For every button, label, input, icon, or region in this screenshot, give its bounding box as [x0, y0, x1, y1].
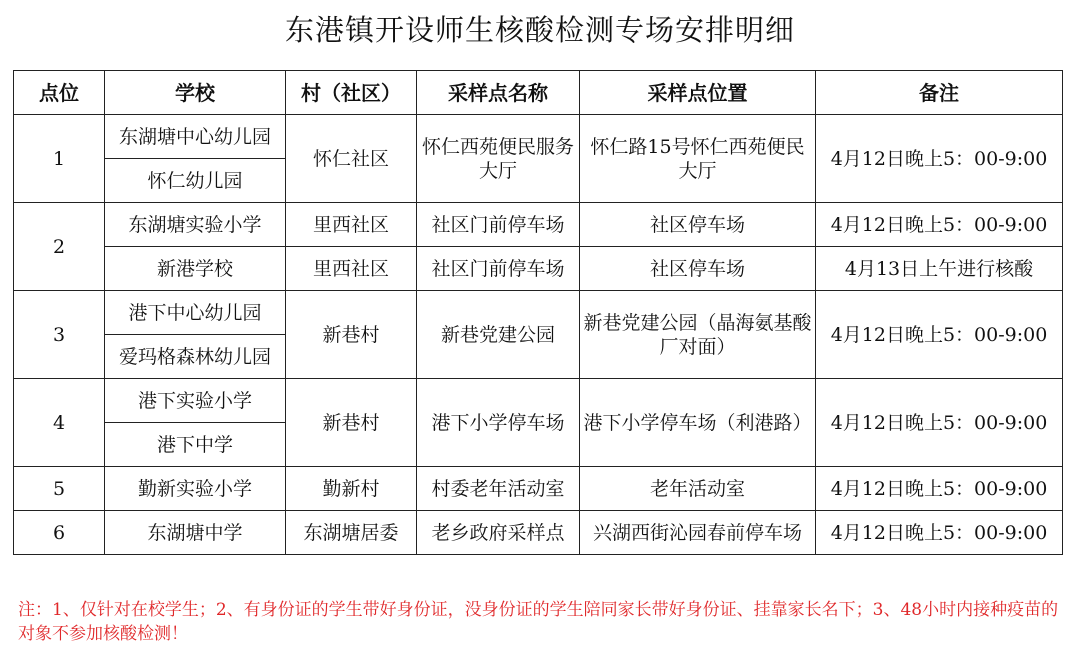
site-location-cell: 老年活动室: [580, 467, 816, 511]
point-cell: 1: [14, 115, 105, 203]
site-location-cell: 兴湖西街沁园春前停车场: [580, 511, 816, 555]
site-name-cell: 老乡政府采样点: [417, 511, 580, 555]
site-location-cell: 社区停车场: [580, 203, 816, 247]
site-location-cell: 怀仁路15号怀仁西苑便民大厅: [580, 115, 816, 203]
school-cell: 东湖塘中心幼儿园: [105, 115, 286, 159]
point-cell: 2: [14, 203, 105, 291]
school-cell: 港下中学: [105, 423, 286, 467]
remark-cell: 4月13日上午进行核酸: [816, 247, 1063, 291]
village-cell: 勤新村: [286, 467, 417, 511]
remark-cell: 4月12日晚上5：00-9:00: [816, 379, 1063, 467]
village-cell: 东湖塘居委: [286, 511, 417, 555]
table-row: [14, 203, 1063, 247]
site-name-cell: 社区门前停车场: [417, 203, 580, 247]
col-header-site-location: 采样点位置: [580, 71, 816, 115]
village-cell: 里西社区: [286, 203, 417, 247]
col-header-site-name: 采样点名称: [417, 71, 580, 115]
schedule-table: [13, 70, 1063, 555]
site-location-cell: 社区停车场: [580, 247, 816, 291]
col-header-village: 村（社区）: [286, 71, 417, 115]
table-row: [14, 115, 1063, 159]
site-name-cell: 村委老年活动室: [417, 467, 580, 511]
point-cell: 3: [14, 291, 105, 379]
school-cell: 东湖塘实验小学: [105, 203, 286, 247]
table-row: [14, 247, 1063, 291]
table-row: [14, 511, 1063, 555]
table-row: [14, 467, 1063, 511]
school-cell: 爱玛格森林幼儿园: [105, 335, 286, 379]
point-cell: 5: [14, 467, 105, 511]
school-cell: 怀仁幼儿园: [105, 159, 286, 203]
site-name-cell: 港下小学停车场: [417, 379, 580, 467]
col-header-school: 学校: [105, 71, 286, 115]
footnote: 注：1、仅针对在校学生；2、有身份证的学生带好身份证，没身份证的学生陪同家长带好身份证、挂靠家长名下；3、48小时内接种疫苗的对象不参加核酸检测！: [18, 600, 1059, 644]
school-cell: 港下实验小学: [105, 379, 286, 423]
village-cell: 新巷村: [286, 379, 417, 467]
col-header-remark: 备注: [816, 71, 1063, 115]
village-cell: 怀仁社区: [286, 115, 417, 203]
site-location-cell: 港下小学停车场（利港路）: [580, 379, 816, 467]
site-location-cell: 新巷党建公园（晶海氨基酸厂对面）: [580, 291, 816, 379]
header-row: [14, 71, 1063, 115]
village-cell: 新巷村: [286, 291, 417, 379]
remark-cell: 4月12日晚上5：00-9:00: [816, 511, 1063, 555]
site-name-cell: 新巷党建公园: [417, 291, 580, 379]
school-cell: 勤新实验小学: [105, 467, 286, 511]
table-row: [14, 379, 1063, 423]
page-title: 东港镇开设师生核酸检测专场安排明细: [284, 13, 795, 47]
remark-cell: 4月12日晚上5：00-9:00: [816, 291, 1063, 379]
site-name-cell: 怀仁西苑便民服务大厅: [417, 115, 580, 203]
table-row: [14, 291, 1063, 335]
village-cell: 里西社区: [286, 247, 417, 291]
school-cell: 港下中心幼儿园: [105, 291, 286, 335]
point-cell: 4: [14, 379, 105, 467]
school-cell: 东湖塘中学: [105, 511, 286, 555]
col-header-point: 点位: [14, 71, 105, 115]
remark-cell: 4月12日晚上5：00-9:00: [816, 203, 1063, 247]
remark-cell: 4月12日晚上5：00-9:00: [816, 115, 1063, 203]
point-cell: 6: [14, 511, 105, 555]
school-cell: 新港学校: [105, 247, 286, 291]
site-name-cell: 社区门前停车场: [417, 247, 580, 291]
remark-cell: 4月12日晚上5：00-9:00: [816, 467, 1063, 511]
